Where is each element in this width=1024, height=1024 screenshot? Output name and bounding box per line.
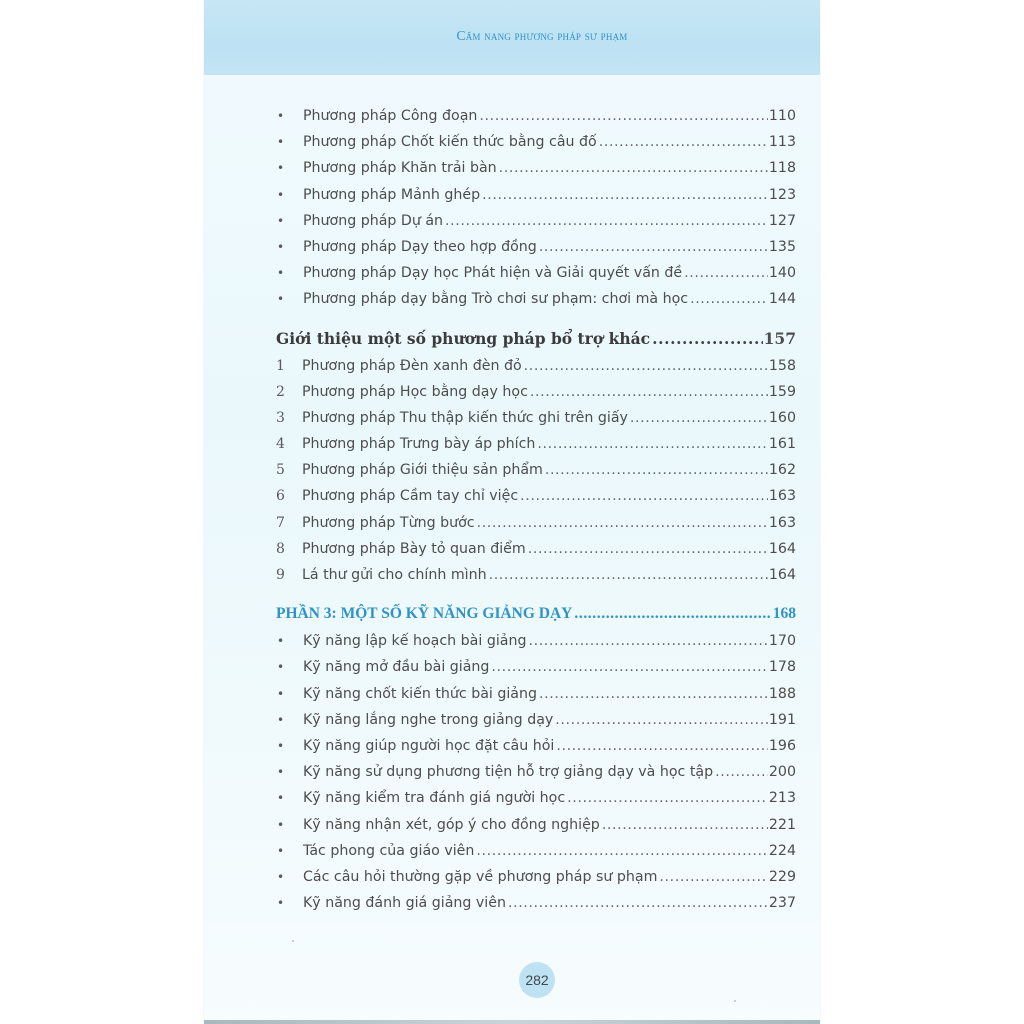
bullet-icon: • [277,896,285,911]
toc-entry[interactable] [276,358,796,384]
toc-entry-title: Phương pháp Thu thập kiến thức ghi trên giấy [302,409,628,426]
toc-entry-title: Phương pháp Bày tỏ quan điểm [302,540,526,557]
bullet-icon: • [277,187,285,202]
paper-speck [292,940,294,942]
toc-entry[interactable] [276,869,796,895]
entry-number: 9 [276,567,285,583]
dot-leader [499,160,768,176]
toc-entry-title: Kỹ năng chốt kiến thức bài giảng [303,685,537,702]
toc-entry-title: Phương pháp Giới thiệu sản phẩm [302,462,543,479]
toc-entry[interactable] [276,567,796,593]
dot-leader [545,462,768,478]
dot-leader [574,605,771,623]
toc-entry-title: Lá thư gửi cho chính mình [302,567,487,583]
dot-leader [524,358,768,374]
section-page: 157 [763,329,796,348]
dot-leader [479,108,768,124]
bullet-icon: • [277,266,285,281]
toc-entry[interactable] [276,541,796,567]
toc-entry[interactable] [276,239,796,265]
dot-leader [690,291,768,307]
toc-entry-page: 118 [768,160,796,177]
toc-entry-title: Phương pháp Dự án [303,212,444,229]
running-title: Cẩm nang phương pháp sư phạm [456,28,628,43]
dot-leader [520,488,768,504]
dot-leader [555,712,768,728]
toc-entry-title: Phương pháp Công đoạn [303,108,478,124]
dot-leader [715,764,768,780]
toc-entry-page: 135 [768,238,796,255]
dot-leader [528,541,768,557]
part-title: PHẦN 3: MỘT SỐ KỸ NĂNG GIẢNG DẠY [276,605,573,623]
toc-entry-page: 188 [768,685,796,702]
toc-entry[interactable] [276,436,796,462]
dot-leader [630,410,768,426]
toc-entry-page: 127 [768,212,796,229]
bullet-icon: • [277,213,285,228]
toc-entry-title: Phương pháp Học bằng dạy học [302,383,528,400]
toc-entry-page: 113 [768,134,796,151]
toc-entry-page: 160 [768,409,796,426]
toc-entry[interactable] [276,515,796,541]
toc-entry-page: 163 [768,488,796,505]
toc-entry[interactable] [276,764,796,790]
toc-entry[interactable] [276,738,796,764]
dot-leader [659,869,768,885]
bullet-icon: • [277,161,285,176]
toc-entry-page: 164 [768,567,796,583]
toc-entry[interactable] [276,108,796,134]
toc-entry-title: Phương pháp Khăn trải bàn [303,160,497,177]
bullet-icon: • [277,843,285,858]
toc-entry-page: 196 [768,737,796,754]
toc-entry[interactable] [276,790,796,816]
toc-entry[interactable] [276,843,796,869]
bullet-icon: • [277,791,285,806]
toc-entry[interactable] [276,160,796,186]
dot-leader [491,659,768,675]
dot-leader [477,515,768,531]
bullet-icon: • [277,712,285,727]
dot-leader [508,895,768,911]
section-title: Giới thiệu một số phương pháp bổ trợ khác [276,329,651,348]
bullet-icon: • [277,660,285,675]
toc-entry-title: Kỹ năng mở đầu bài giảng [303,659,490,676]
toc-entry-title: Tác phong của giáo viên [303,842,475,859]
dot-leader [476,843,768,859]
entry-number: 8 [276,540,285,557]
toc-entry[interactable] [276,134,796,160]
toc-entry[interactable] [276,686,796,712]
toc-entry-title: Kỹ năng lập kế hoạch bài giảng [303,633,527,650]
bullet-icon: • [277,738,285,753]
toc-entry-page: 163 [768,514,796,531]
toc-entry-page: 144 [768,291,796,308]
dot-leader [539,239,768,255]
toc-entry[interactable] [276,410,796,436]
dot-leader [539,686,768,702]
dot-leader [489,567,768,583]
toc-entry-title: Kỹ năng sử dụng phương tiện hỗ trợ giảng dạy và học tập [303,764,714,781]
bullet-icon: • [277,817,285,832]
entry-number: 6 [276,488,285,505]
entry-number: 2 [276,383,285,400]
bullet-icon: • [277,292,285,307]
toc-entry-title: Kỹ năng nhận xét, góp ý cho đồng nghiệp [303,816,600,833]
toc-entry-title: Kỹ năng lắng nghe trong giảng dạy [303,711,554,728]
toc-entry-page: 161 [768,436,796,453]
bullet-icon: • [277,109,285,123]
toc-entry-title: Phương pháp Cầm tay chỉ việc [302,488,519,505]
toc-entry-page: 213 [768,790,796,807]
toc-entry-page: 191 [768,711,796,728]
dot-leader [602,817,768,833]
book-page [204,0,820,1024]
toc-entry-page: 229 [768,868,796,885]
toc-entry[interactable] [276,265,796,291]
toc-entry[interactable] [276,462,796,488]
toc-entry-page: 162 [768,462,796,479]
table-of-contents [276,108,796,921]
dot-leader [567,790,768,806]
toc-entry-title: Phương pháp Đèn xanh đèn đỏ [302,357,522,374]
bullet-icon: • [277,135,285,150]
toc-entry-page: 170 [768,633,796,650]
entry-number: 1 [276,357,285,374]
toc-entry[interactable] [276,712,796,738]
toc-entry[interactable] [276,488,796,514]
toc-entry-page: 123 [768,186,796,203]
toc-entry-page: 164 [768,540,796,557]
toc-entry-page: 221 [768,816,796,833]
toc-entry-page: 200 [768,764,796,781]
dot-leader [684,265,768,281]
toc-entry-page: 178 [768,659,796,676]
entry-number: 5 [276,462,285,479]
toc-entry-title: Kỹ năng đánh giá giảng viên [303,895,506,912]
entry-number: 7 [276,514,285,531]
toc-entry-page: 140 [768,265,796,282]
toc-entry-page: 158 [768,357,796,374]
toc-entry-title: Phương pháp Trưng bày áp phích [302,436,536,453]
bullet-icon: • [277,239,285,254]
toc-entry-title: Kỹ năng giúp người học đặt câu hỏi [303,737,555,754]
toc-entry[interactable] [276,213,796,239]
toc-entry-title: Phương pháp dạy bằng Trò chơi sư phạm: chơi mà học [303,291,689,308]
dot-leader [445,213,768,229]
header-band [204,0,820,75]
toc-entry-page: 237 [768,895,796,912]
bullet-icon: • [277,869,285,884]
page-number-badge: 282 [519,962,555,998]
entry-number: 4 [276,436,285,453]
toc-entry[interactable] [276,633,796,659]
toc-entry[interactable] [276,291,796,317]
toc-entry-page: 110 [768,108,796,124]
toc-entry-title: Kỹ năng kiểm tra đánh giá người học [303,790,566,807]
toc-part-heading[interactable] [276,595,796,633]
toc-entry[interactable] [276,659,796,685]
paper-speck [734,1000,736,1002]
toc-entry-page: 159 [768,383,796,400]
toc-entry-title: Phương pháp Chốt kiến thức bằng câu đố [303,134,597,151]
toc-section-heading[interactable] [276,320,796,358]
dot-leader [652,329,763,348]
toc-entry-title: Phương pháp Dạy học Phát hiện và Giải quyết vấn đề [303,265,683,282]
dot-leader [599,134,768,150]
dot-leader [528,633,767,649]
bullet-icon: • [277,634,285,649]
entry-number: 3 [276,409,285,426]
toc-entry[interactable] [276,384,796,410]
dot-leader [556,738,768,754]
toc-entry[interactable] [276,895,796,921]
toc-entry-title: Các câu hỏi thường gặp về phương pháp sư phạm [303,868,658,885]
bullet-icon: • [277,686,285,701]
bullet-icon: • [277,765,285,780]
part-page: 168 [772,605,796,623]
dot-leader [530,384,768,400]
toc-entry-page: 224 [768,842,796,859]
toc-entry-title: Phương pháp Dạy theo hợp đồng [303,238,537,255]
toc-entry-title: Phương pháp Mảnh ghép [303,186,481,203]
toc-entry-title: Phương pháp Từng bước [302,514,475,531]
toc-entry[interactable] [276,187,796,213]
dot-leader [537,436,768,452]
toc-entry[interactable] [276,817,796,843]
dot-leader [482,187,768,203]
